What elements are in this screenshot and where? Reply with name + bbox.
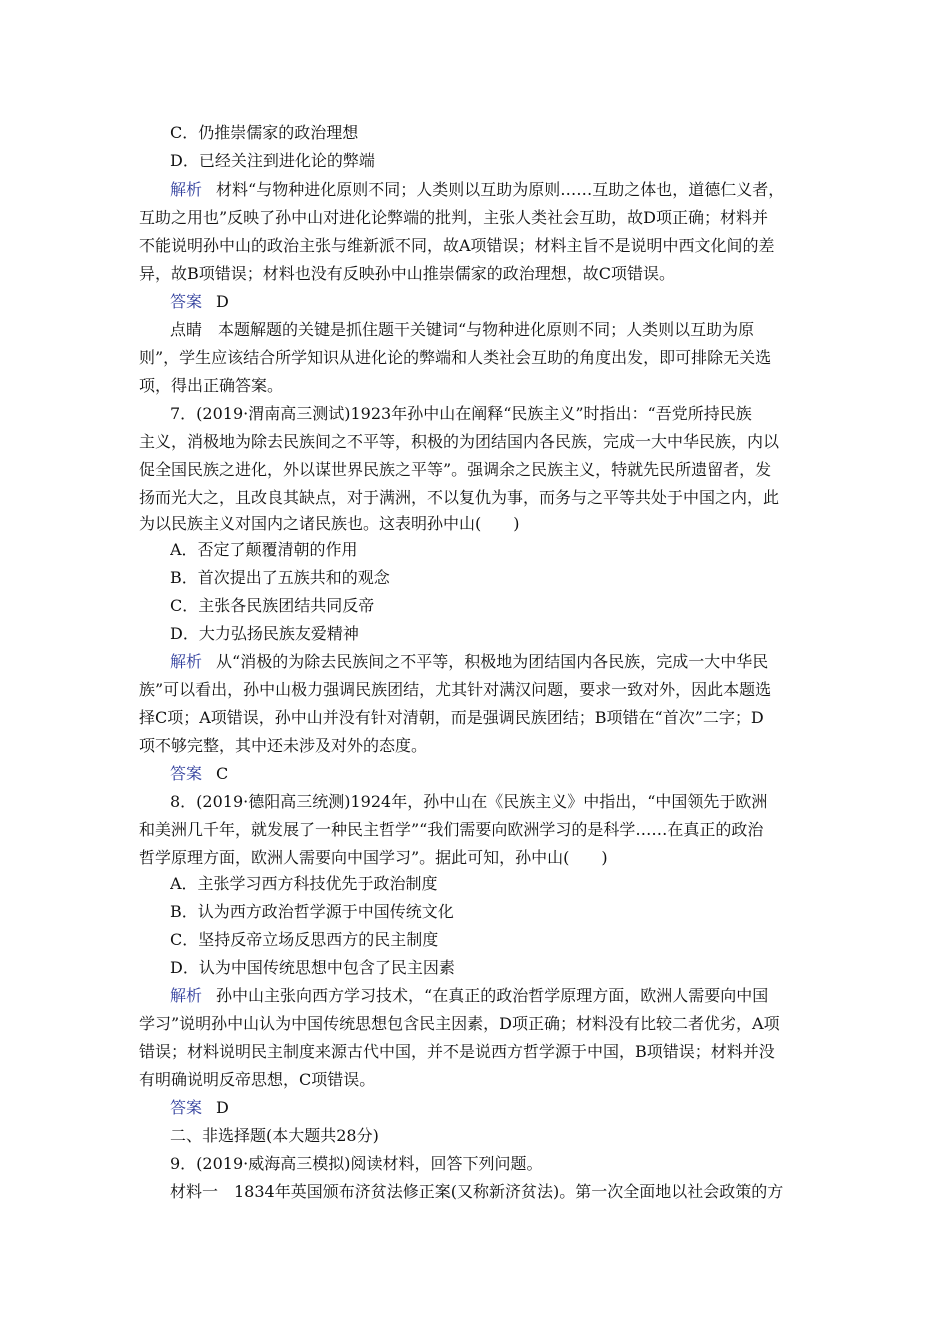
answer-label: 答案: [170, 292, 203, 311]
q6-tip-line-2: 则”，学生应该结合所学知识从进化论的弊端和人类社会互助的角度出发，即可排除无关选: [139, 348, 772, 367]
q6-option-d: D．已经关注到进化论的弊端: [170, 151, 375, 170]
answer-label: 答案: [170, 1098, 203, 1117]
q7-stem-line-5: 为以民族主义对国内之诸民族也。这表明孙中山( ): [139, 514, 520, 533]
q8-answer: 答案 D: [170, 1098, 229, 1117]
q7-stem-line-4: 扬而光大之，且改良其缺点，对于满洲，不以复仇为事，而务与之平等共处于中国之内，此: [139, 488, 780, 507]
q6-answer: 答案 D: [170, 292, 229, 311]
q7-analysis-line-4: 项不够完整，其中还未涉及对外的态度。: [139, 736, 428, 755]
analysis-label: 解析: [170, 986, 203, 1005]
q8-option-a: A．主张学习西方科技优先于政治制度: [170, 874, 438, 893]
q8-stem-line-3: 哲学原理方面，欧洲人需要向中国学习”。据此可知，孙中山( ): [139, 848, 608, 867]
q7-answer: 答案 C: [170, 764, 229, 783]
q7-stem-line-1: 7．(2019·渭南高三测试)1923年孙中山在阐释“民族主义”时指出：“吾党所持民族: [170, 404, 752, 423]
q7-analysis-line-1: 解析 从“消极的为除去民族间之不平等，积极地为团结国内各民族，完成一大中华民: [170, 652, 769, 671]
q8-analysis-line-3: 错误；材料说明民主制度来源古代中国，并不是说西方哲学源于中国，B项错误；材料并没: [139, 1042, 775, 1061]
analysis-label: 解析: [170, 652, 203, 671]
q9-material-1: 材料一 1834年英国颁布济贫法修正案(又称新济贫法)。第一次全面地以社会政策的方: [170, 1182, 784, 1201]
q7-analysis-line-2: 族”可以看出，孙中山极力强调民族团结，尤其针对满汉问题，要求一致对外，因此本题选: [139, 680, 772, 699]
q6-analysis-line-4: 异，故B项错误；材料也没有反映孙中山推崇儒家的政治理想，故C项错误。: [139, 264, 676, 283]
q6-analysis-line-2: 互助之用也”反映了孙中山对进化论弊端的批判，主张人类社会互助，故D项正确；材料并: [139, 208, 769, 227]
section-heading: 二、非选择题(本大题共28分): [170, 1126, 379, 1145]
q8-option-d: D．认为中国传统思想中包含了民主因素: [170, 958, 455, 977]
q7-option-b: B．首次提出了五族共和的观念: [170, 568, 390, 587]
q8-option-c: C．坚持反帝立场反思西方的民主制度: [170, 930, 439, 949]
q8-analysis-line-1: 解析 孙中山主张向西方学习技术，“在真正的政治哲学原理方面，欧洲人需要向中国: [170, 986, 769, 1005]
q8-analysis-line-4: 有明确说明反帝思想，C项错误。: [139, 1070, 376, 1089]
q8-stem-line-2: 和美洲几千年，就发展了一种民主哲学”“我们需要向欧洲学习的是科学……在真正的政治: [139, 820, 764, 839]
analysis-label: 解析: [170, 180, 203, 199]
q6-option-c: C．仍推崇儒家的政治理想: [170, 123, 359, 142]
q7-option-d: D．大力弘扬民族友爱精神: [170, 624, 359, 643]
q7-stem-line-2: 主义，消极地为除去民族间之不平等，积极的为团结国内各民族，完成一大中华民族，内以: [139, 432, 780, 451]
q7-stem-line-3: 促全国民族之进化，外以谋世界民族之平等”。强调余之民族主义，特就先民所遗留者，发: [139, 460, 772, 479]
q8-stem-line-1: 8．(2019·德阳高三统测)1924年，孙中山在《民族主义》中指出，“中国领先于欧洲: [170, 792, 768, 811]
q6-tip-line-3: 项，得出正确答案。: [139, 376, 284, 395]
answer-label: 答案: [170, 764, 203, 783]
q7-option-c: C．主张各民族团结共同反帝: [170, 596, 375, 615]
q8-analysis-line-2: 学习”说明孙中山认为中国传统思想包含民主因素，D项正确；材料没有比较二者优劣，A项: [139, 1014, 780, 1033]
q8-option-b: B．认为西方政治哲学源于中国传统文化: [170, 902, 454, 921]
q6-analysis-line-1: 解析 材料“与物种进化原则不同；人类则以互助为原则……互助之体也，道德仁义者，: [170, 180, 785, 199]
q7-analysis-line-3: 择C项；A项错误，孙中山并没有针对清朝，而是强调民族团结；B项错在“首次”二字；D: [139, 708, 764, 727]
q9-stem: 9．(2019·威海高三模拟)阅读材料，回答下列问题。: [170, 1154, 543, 1173]
q7-option-a: A．否定了颠覆清朝的作用: [170, 540, 358, 559]
q6-tip-line-1: 点睛 本题解题的关键是抓住题干关键词“与物种进化原则不同；人类则以互助为原: [170, 320, 755, 339]
q6-analysis-line-3: 不能说明孙中山的政治主张与维新派不同，故A项错误；材料主旨不是说明中西文化间的差: [139, 236, 775, 255]
